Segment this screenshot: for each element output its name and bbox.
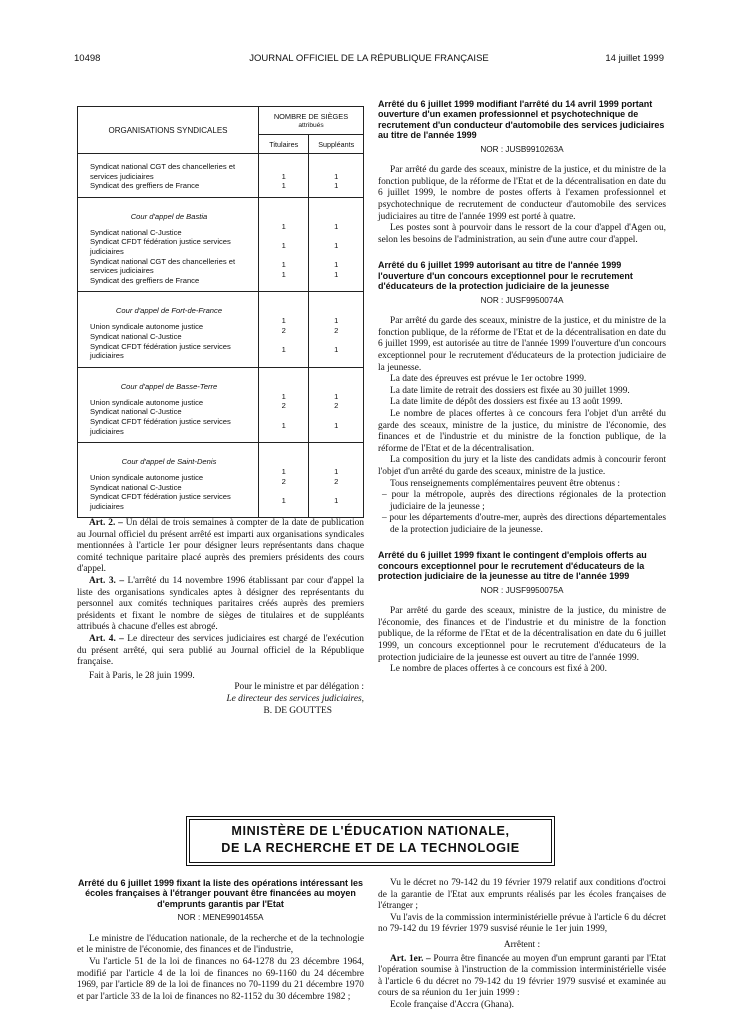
table-group-title-spacer: [259, 206, 308, 218]
table-cell-suppleants: 2: [334, 401, 339, 411]
table-group-suppleants: [309, 292, 364, 367]
table-row-organisation: Syndicat national CGT des chancelleries et services judiciaires: [90, 162, 236, 181]
table-cell-titulaires: 2: [281, 401, 286, 411]
table-group: [78, 367, 364, 442]
table-cell-titulaires: 2: [281, 476, 286, 486]
arrete-1-para-1: Par arrêté du garde des sceaux, ministre de la justice, et du ministre de la fonction publique, de la réforme de l'Etat et de la décentralisation en date du 6 juillet 1999, le nombre de postes offerts à l'examen professionnel et psychotechnique de recrutement de conducteur d'automobile des services judiciaires au titre de l'année 1999 est porté à quatre.: [378, 165, 666, 222]
table-group-suppleants: [309, 443, 364, 518]
table-group-names: [78, 197, 259, 292]
arrete-4-para-1: Le ministre de l'éducation nationale, de la recherche et de la technologie et le ministre de l'économie, des finances et de l'industrie,: [77, 933, 364, 956]
table-group: [78, 197, 364, 292]
table-group-title-spacer: [309, 300, 363, 312]
table-group-title: Cour d'appel de Fort-de-France: [115, 306, 223, 316]
table-header-titulaires: Titulaires: [259, 135, 309, 154]
done-at: Fait à Paris, le 28 juin 1999.: [89, 670, 195, 681]
table-cell-titulaires: 1: [281, 221, 286, 231]
table-cell-suppleants: 1: [334, 260, 339, 270]
arrete-3-title: Arrêté du 6 juillet 1999 fixant le contingent d'emplois offerts au concours exceptionnel pour le recrutement d'éducateurs de la protection judiciaire de la jeunesse au titre de l'année 1999: [378, 550, 647, 582]
left-articles: [77, 518, 364, 717]
table-group-names: [78, 367, 259, 442]
table-cell-titulaires: 1: [281, 181, 286, 191]
table-group-titulaires: [259, 197, 309, 292]
table-cell-suppleants: 2: [334, 325, 339, 335]
table-group-suppleants: [309, 197, 364, 292]
arrete-1-para-2: Les postes sont à pourvoir dans le ressort de la cour d'appel d'Agen ou, selon les besoins de l'administration, au sein d'une autre cour d'appel.: [378, 223, 666, 245]
table-cell-titulaires: 1: [281, 240, 286, 250]
table-header-seats: NOMBRE DE SIÈGES attribués: [259, 107, 364, 135]
table-row-organisation: Union syndicale autonome justice: [90, 322, 204, 332]
bottom-left-article: [77, 878, 364, 1003]
table-group-title: Cour d'appel de Bastia: [130, 211, 208, 221]
page-number: 10498: [74, 53, 101, 64]
table-cell-suppleants: 1: [334, 495, 339, 505]
table-row-organisation: Syndicat national C-Justice: [90, 331, 182, 341]
table-row-organisation: Syndicat national CGT des chancelleries et services judiciaires: [90, 256, 236, 276]
bottom-right-article: [378, 878, 666, 1012]
ministry-banner: [186, 816, 555, 866]
table-group-titulaires: [259, 292, 309, 367]
table-cell-titulaires: 1: [281, 269, 286, 279]
table-cell-titulaires: 1: [281, 391, 286, 401]
table-group: [78, 443, 364, 518]
arrete-2-para-1: Par arrêté du garde des sceaux, ministre de la justice, et du ministre de la fonction publique, de la réforme de l'Etat et de la décentralisation en date du 6 juillet 1999, est autorisée au titre de l'année 1999 l'ouverture d'un concours exceptionnel pour le recrutement d'éducateurs de la protection judiciaire de la jeunesse.: [378, 316, 666, 373]
arrete-2-nor: NOR : JUSF9950074A: [480, 295, 564, 305]
table-row-organisation: Syndicat CFDT fédération justice services judiciaires: [90, 492, 231, 511]
table-group-title: Cour d'appel de Saint-Denis: [121, 457, 217, 467]
table-row-organisation: Syndicat national C-Justice: [90, 227, 182, 237]
right-articles: [378, 99, 666, 676]
table-group-title-spacer: [259, 451, 308, 463]
signature-line-1: Pour le ministre et par délégation :: [234, 682, 364, 693]
table-group-title-spacer: [259, 300, 308, 312]
table-cell-titulaires: 1: [281, 171, 286, 181]
table-group-suppleants: [309, 154, 364, 198]
table-group-suppleants: [309, 367, 364, 442]
page-header: [74, 53, 664, 69]
journal-title: JOURNAL OFFICIEL DE LA RÉPUBLIQUE FRANÇAISE: [249, 53, 489, 64]
table-row-organisation: Syndicat CFDT fédération justice services judiciaires: [90, 416, 231, 436]
arrete-2-dash-1: – pour la métropole, auprès des directions régionales de la protection judiciaire de la jeunesse ;: [382, 490, 666, 512]
table-group-title-spacer: [309, 206, 363, 218]
table-cell-suppleants: 1: [334, 391, 339, 401]
table-cell-suppleants: 1: [334, 269, 339, 279]
arrete-2-para-7: Tous renseignements complémentaires peuvent être obtenus :: [390, 478, 621, 489]
table-group-names: [78, 154, 259, 198]
arrete-2-para-3: La date limite de retrait des dossiers est fixée au 30 juillet 1999.: [390, 385, 630, 396]
table-row-organisation: Syndicat des greffiers de France: [90, 181, 200, 191]
arrete-2-para-4: La date limite de dépôt des dossiers est fixée au 13 août 1999.: [390, 397, 623, 408]
arrete-3-para-1: Par arrêté du garde des sceaux, ministre de la justice, du ministre de l'économie, des finances et de l'industrie et du ministre de la fonction publique, de la réforme de l'Etat et de la décentralisation en date du 6 juillet 1999, un concours exceptionnel pour le recrutement d'éducateurs de la protection judiciaire de la jeunesse est ouvert au titre de l'année 1999.: [378, 606, 666, 663]
table-row-organisation: Syndicat national C-Justice: [90, 407, 182, 417]
issue-date: 14 juillet 1999: [605, 53, 664, 64]
arrete-4-para-2: Vu l'article 51 de la loi de finances no 64-1278 du 23 décembre 1964, modifié par l'article 4 de la loi de finances no 69-1160 du 24 décembre 1969, par l'article 89 de la loi de finances no 70-1199 du 21 décembre 1970 et par l'article 33 de la loi de finances no 82-1152 du 30 décembre 1982 ;: [77, 957, 364, 1002]
arrete-4-nor: NOR : MENE9901455A: [177, 913, 264, 923]
table-cell-suppleants: 1: [334, 181, 339, 191]
table-cell-suppleants: 1: [334, 240, 339, 250]
signature-line-2: Le directeur des services judiciaires,: [226, 693, 364, 704]
ministry-banner-line-2: DE LA RECHERCHE ET DE LA TECHNOLOGIE: [221, 841, 520, 855]
table-cell-suppleants: 2: [334, 476, 339, 486]
arrete-2-dash-2: – pour les départements d'outre-mer, auprès des directions départementales de la protection judiciaire de la jeunesse.: [382, 513, 666, 535]
visa-avis: Vu l'avis de la commission interministérielle prévue à l'article 6 du décret no 79-142 du 19 février 1979 susvisé réunie le 1er juin 1999,: [378, 912, 666, 935]
table-row-organisation: Syndicat national C-Justice: [90, 482, 182, 492]
arrete-3-nor: NOR : JUSF9950075A: [480, 585, 564, 595]
table-row-organisation: Union syndicale autonome justice: [90, 473, 204, 483]
arrete-4-title: Arrêté du 6 juillet 1999 fixant la liste des opérations intéressant les écoles françaises à l'étranger pouvant être financées au moyen d'emprunts garantis par l'Etat: [77, 878, 364, 909]
table-cell-titulaires: 1: [281, 467, 286, 477]
table-group-title-spacer: [259, 376, 308, 388]
arrete-2-title: Arrêté du 6 juillet 1999 autorisant au titre de l'année 1999 l'ouverture d'un concours exceptionnel pour le recrutement d'éducateurs de la protection judiciaire de la jeunesse: [378, 260, 633, 292]
visa-decret: Vu le décret no 79-142 du 19 février 1979 relatif aux conditions d'octroi de la garantie de l'Etat aux emprunts réalisés par les écoles françaises de l'étranger ;: [378, 878, 666, 912]
table-group-title: Cour d'appel de Basse-Terre: [120, 381, 218, 391]
table-cell-suppleants: 1: [334, 420, 339, 430]
article-2: Art. 2. – Un délai de trois semaines à compter de la date de publication au Journal officiel du présent arrêté est imparti aux organisations syndicales mentionnées à l'article 1er pour désigner leurs représentants dans chaque comité technique paritaire placé auprès des premiers présidents des cours d'appel.: [77, 518, 364, 575]
table-cell-suppleants: 1: [334, 171, 339, 181]
table-cell-suppleants: 1: [334, 345, 339, 355]
arrete-3-para-2: Le nombre de places offertes à ce concours est fixé à 200.: [390, 664, 607, 675]
table-cell-suppleants: 1: [334, 467, 339, 477]
arrete-1-title: Arrêté du 6 juillet 1999 modifiant l'arrêté du 14 avril 1999 portant ouverture d'un examen professionnel et psychotechnique de recrutement d'un conducteur d'automobile des services judiciaires au titre de l'année 1999: [378, 99, 665, 141]
table-cell-suppleants: 1: [334, 316, 339, 326]
table-body: [78, 154, 364, 518]
table-row-organisation: Syndicat CFDT fédération justice services judiciaires: [90, 237, 231, 256]
table-group: [78, 154, 364, 198]
table-row-organisation: Syndicat CFDT fédération justice services judiciaires: [90, 341, 231, 361]
table-group-titulaires: [259, 367, 309, 442]
arretent: Arrêtent :: [503, 939, 541, 950]
table-group-titulaires: [259, 154, 309, 198]
arrete-2-para-2: La date des épreuves est prévue le 1er octobre 1999.: [390, 374, 587, 385]
table-group-title-spacer: [309, 451, 363, 463]
table-cell-suppleants: 1: [334, 221, 339, 231]
table-group-titulaires: [259, 443, 309, 518]
table-group: [78, 292, 364, 367]
table-cell-titulaires: 1: [281, 260, 286, 270]
article-3: Art. 3. – L'arrêté du 14 novembre 1996 établissant par cour d'appel la liste des organisations syndicales aptes à désigner des représentants du personnel aux comités techniques paritaires créés auprès des premiers présidents et fixant le nombre de sièges de titulaires et de suppléants attribués à chacune d'elles est abrogé.: [77, 575, 364, 633]
table-group-names: [78, 443, 259, 518]
school-name: Ecole française d'Accra (Ghana).: [390, 999, 515, 1010]
table-row-organisation: Syndicat des greffiers de France: [90, 275, 200, 285]
article-4: Art. 4. – Le directeur des services judiciaires est chargé de l'exécution du présent arrêté, qui sera publié au Journal officiel de la République française.: [77, 633, 364, 668]
table-group-title-spacer: [309, 376, 363, 388]
table-row-organisation: Union syndicale autonome justice: [90, 397, 204, 407]
arrete-2-para-5: Le nombre de places offertes à ce concours fera l'objet d'un arrêté du garde des sceaux, ministre de la justice, du ministre de l'économie, des finances et de l'industrie et du ministre de la fonction publique, de la réforme de l'Etat et de la décentralisation.: [378, 408, 666, 454]
table-cell-titulaires: 1: [281, 345, 286, 355]
table-header-organisations: ORGANISATIONS SYNDICALES: [78, 107, 259, 154]
article-1: Art. 1er. – Pourra être financée au moyen d'un emprunt garanti par l'Etat l'opération soumise à l'instruction de la commission interministérielle visée à l'article 6 du décret no 79-142 du 19 février 1979 susvisé et examinée au cours de sa réunion du 1er juin 1999 :: [378, 953, 667, 999]
arrete-2-para-6: La composition du jury et la liste des candidats admis à concourir feront l'objet d'un arrêté du garde des sceaux, ministre de la justice.: [378, 455, 666, 477]
syndicates-table: [77, 106, 364, 518]
table-group-names: [78, 292, 259, 367]
ministry-banner-line-1: MINISTÈRE DE L'ÉDUCATION NATIONALE,: [231, 824, 510, 838]
table-cell-titulaires: 1: [281, 495, 286, 505]
signature-name: B. DE GOUTTES: [263, 705, 332, 716]
table-cell-titulaires: 1: [281, 420, 286, 430]
arrete-1-nor: NOR : JUSB9910263A: [480, 144, 564, 154]
table-header-suppleants: Suppléants: [309, 135, 364, 154]
table-cell-titulaires: 1: [281, 316, 286, 326]
table-cell-titulaires: 2: [281, 325, 286, 335]
